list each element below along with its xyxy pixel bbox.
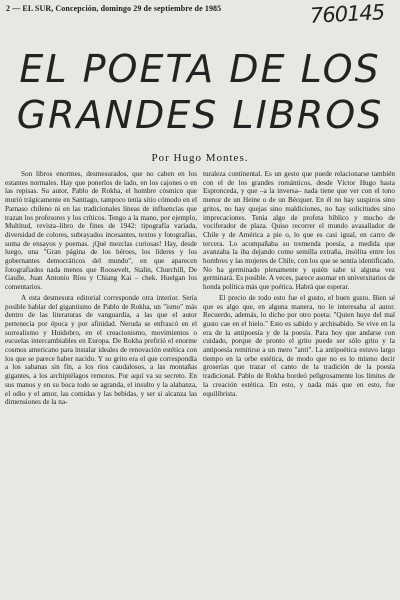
article-title	[0, 48, 400, 136]
article-column-left	[5, 170, 197, 407]
paragraph: A esta desmesura editorial corresponde otra interior. Sería posible hablar del gigantismo de Pablo de Rokha, un "ismo" más dentro de las literaturas de vanguardia, a las que el autor pertenecía por época y por afinidad. Neruda se enfrascó en el surrealismo y Huidobro, en el creacionismo, movimientos o escuelas intercambiables en Europa. De Rokha prefirió el enorme cosmos americano para instalar ideales de renovación estética con los que se parece haber nacido. Y su grito era el que correspondía a los sabanas sin fin, a los ríos caudalosos, a las montañas gigantes, a los archipiélagos remotos. Por aquí va su secreto. En sus manos y en su boca todo se agranda, el insulto y la alabanza, el odio y el amor, las comidas y las bebidas, y ser si alcanza las dimensiones de la na-	[5, 293, 197, 407]
article-byline: Por Hugo Montes.	[151, 152, 249, 164]
paragraph: turaleza continental. Es un gesto que puede relacionarse también con el de los grandes románticos, desde Víctor Hugo hasta Espronceda, y que –a la inversa– nada tiene que ver con el tono menor de un Heine o de un Bécquer. En él no hay suspiros sino gritos, no hay quejas sino maldiciones, no hay solicitudes sino imprecaciones. Tenía algo de profeta bíblico y mucho de vociferador de plaza. Quiso recorrer el mundo avasallador de Chile y de América a pie o, lo que es casi igual, en carro de tercera. Lo acompañaba su tremenda poesía, a medida que avanzaba la iba dejando como semilla extraña, insólita entre los hombres y las mujeres de Chile, con los que se sentía identificado. No ha germinado plenamente y quién sabe si alguna vez germinará. Es posible. A veces, parece asomar en universitarios de honda política más que poética. Habrá que esperar.	[203, 170, 395, 292]
page-header: 2 — EL SUR, Concepción, domingo 29 de septiembre de 1985	[6, 4, 222, 13]
title-line-1: EL POETA DE LOS	[19, 47, 381, 91]
title-line-2: GRANDES LIBROS	[16, 93, 384, 137]
paragraph: Son libros enormes, desmesurados, que no caben en los estantes normales. Hay que ponerlos de lado, en los cajones o en las repisas. Su autor, Pablo de Rokha, el hombre cósmico que murió trágicamente en Santiago, tampoco tenía sitio cómodo en el Parnaso chileno ni en las tradicionales líneas de influencias que trazan los profesores y los críticos. Tengo a la mano, por ejemplo, Multitud, revista–libro de fines de 1942: tipografía variada, diversidad de colores, subrayados incesantes, textos y fotografías, suma de ensayos y poemas. ¡Qué mezclas curiosas! Hay, desde luego, una "Gran página de los héroes, los líderes y los gobernantes democráticos del mundo", en que aparecen fotografiados nada menos que Roosevelt, Stalin, Churchill, De Gaulle, Juan Antonio Ríos y Chiang Kai – chek. Huelgan los comentarios.	[5, 170, 197, 292]
handwritten-archive-number: 760145	[309, 0, 385, 28]
paragraph: El precio de todo esto fue el gusto, el buen gusto. Bien sé que es algo que, en alguna manera, no le interesaba al autor. Recuerdo, además, lo dicho por otro poeta: "Quien huye del mal gusto cae en el hielo." Esto es sabido y archisabido. Se vive en la era de la antipoesía y de la poesía. Para hoy que andarse con cuidado, porque de pronto el grito puede ser sólo grito y la antipoesía remitirse a un mero "anti". La antipoética estuvo largo tiempo en la orbe estética, de modo que no es lo mismo decir groserías que trazar el canto de la tradición de la poesía tradicional. Pablo de Rokha bordeó peligrosamente los límites de la creación estética. En esto, y nada más que en esto, fue equilibrista.	[203, 293, 395, 398]
article-column-right	[203, 170, 395, 398]
